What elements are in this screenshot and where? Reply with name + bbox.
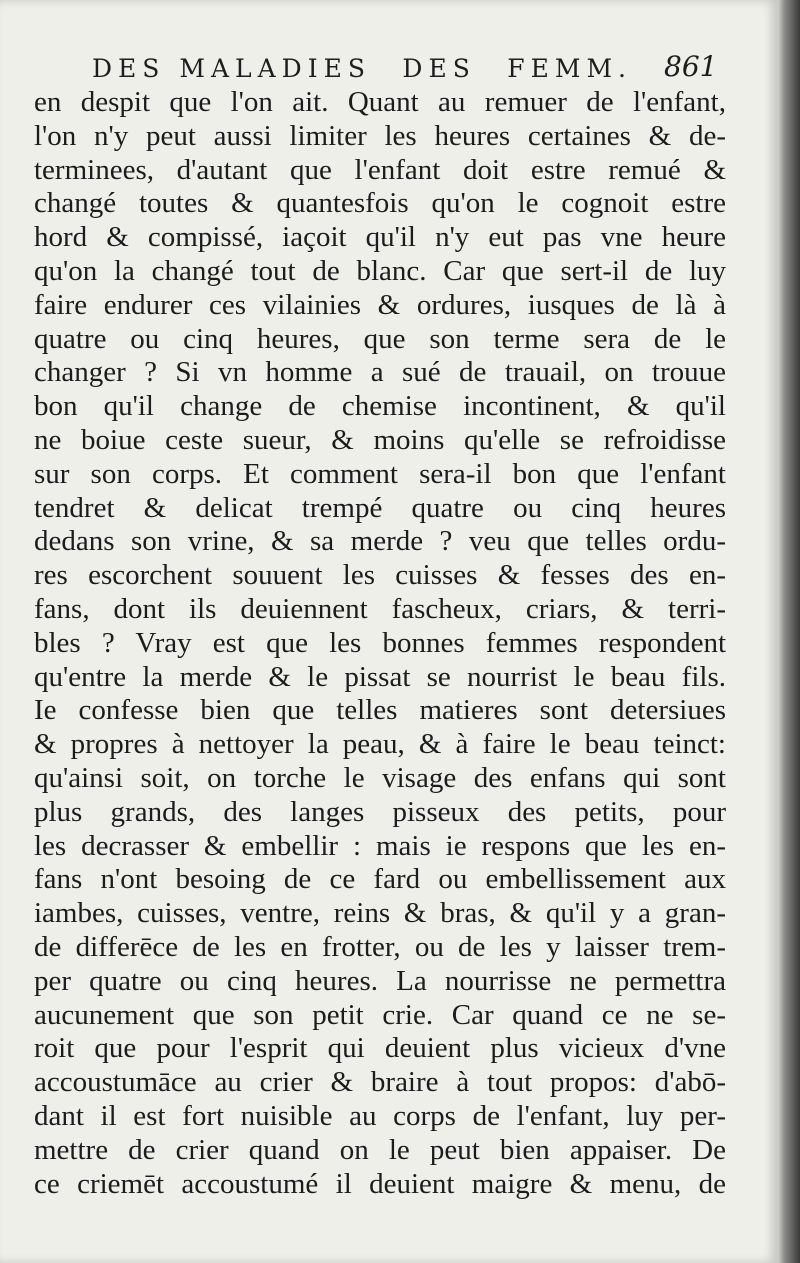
running-title-part-1: DES MALADIES [92, 54, 371, 83]
text-line: bles ? Vray est que les bonnes femmes respondent [34, 626, 726, 659]
text-line: l'on n'y peut aussi limiter les heures certaines & de- [34, 119, 726, 152]
text-line: accoustumāce au crier & braire à tout propos: d'abō- [34, 1066, 726, 1099]
text-line: les decrasser & embellir : mais ie respons que les en- [34, 829, 726, 862]
text-line: Ie confesse bien que telles matieres sont detersiues [34, 694, 726, 727]
running-title-part-3: FEMM. [507, 54, 632, 83]
text-line: changer ? Si vn homme a sué de trauail, on trouue [34, 356, 726, 389]
text-line: hord & compissé, iaçoit qu'il n'y eut pas vne heure [34, 221, 726, 254]
text-line: tendret & delicat trempé quatre ou cinq heures [34, 491, 726, 524]
text-line: plus grands, des langes pisseux des petits, pour [34, 795, 726, 828]
page-edge-shadow [778, 0, 800, 1263]
text-line: en despit que l'on ait. Quant au remuer de l'enfant, [34, 86, 726, 118]
text-line: mettre de crier quand on le peut bien appaiser. De [34, 1133, 726, 1166]
text-line: ce criemēt accoustumé il deuient maigre & menu, de [34, 1167, 726, 1200]
text-line: quatre ou cinq heures, que son terme sera de le [34, 322, 726, 355]
text-line: iambes, cuisses, ventre, reins & bras, & qu'il y a gran- [34, 897, 726, 930]
text-line: & propres à nettoyer la peau, & à faire le beau teinct: [34, 728, 726, 761]
text-line: faire endurer ces vilainies & ordures, iusques de là à [34, 288, 726, 321]
text-line: dant il est fort nuisible au corps de l'enfant, luy per- [34, 1099, 726, 1132]
text-line: qu'ainsi soit, on torche le visage des enfans qui sont [34, 761, 726, 794]
running-head [92, 54, 632, 83]
text-line: per quatre ou cinq heures. La nourrisse ne permettra [34, 964, 726, 997]
text-line: bon qu'il change de chemise incontinent, & qu'il [34, 390, 726, 423]
running-title-part-2: DES [402, 54, 476, 83]
text-line: aucunement que son petit crie. Car quand ce ne se- [34, 998, 726, 1031]
text-line: fans, dont ils deuiennent fascheux, criars, & terri- [34, 592, 726, 625]
body-text [34, 86, 726, 1201]
text-line: dedans son vrine, & sa merde ? veu que telles ordu- [34, 525, 726, 558]
text-line: qu'on la changé tout de blanc. Car que sert-il de luy [34, 254, 726, 287]
text-line: changé toutes & quantesfois qu'on le cognoit estre [34, 187, 726, 220]
text-line: terminees, d'autant que l'enfant doit estre remué & [34, 153, 726, 186]
text-line: roit que pour l'esprit qui deuient plus vicieux d'vne [34, 1032, 726, 1065]
page-number: 861 [664, 50, 718, 83]
text-line: res escorchent souuent les cuisses & fesses des en- [34, 559, 726, 592]
text-line: ne boiue ceste sueur, & moins qu'elle se refroidisse [34, 423, 726, 456]
text-line: de differēce de les en frotter, ou de les y laisser trem- [34, 930, 726, 963]
text-line: sur son corps. Et comment sera-il bon que l'enfant [34, 457, 726, 490]
text-line: qu'entre la merde & le pissat se nourrist le beau fils. [34, 660, 726, 693]
text-line: fans n'ont besoing de ce fard ou embellissement aux [34, 863, 726, 896]
